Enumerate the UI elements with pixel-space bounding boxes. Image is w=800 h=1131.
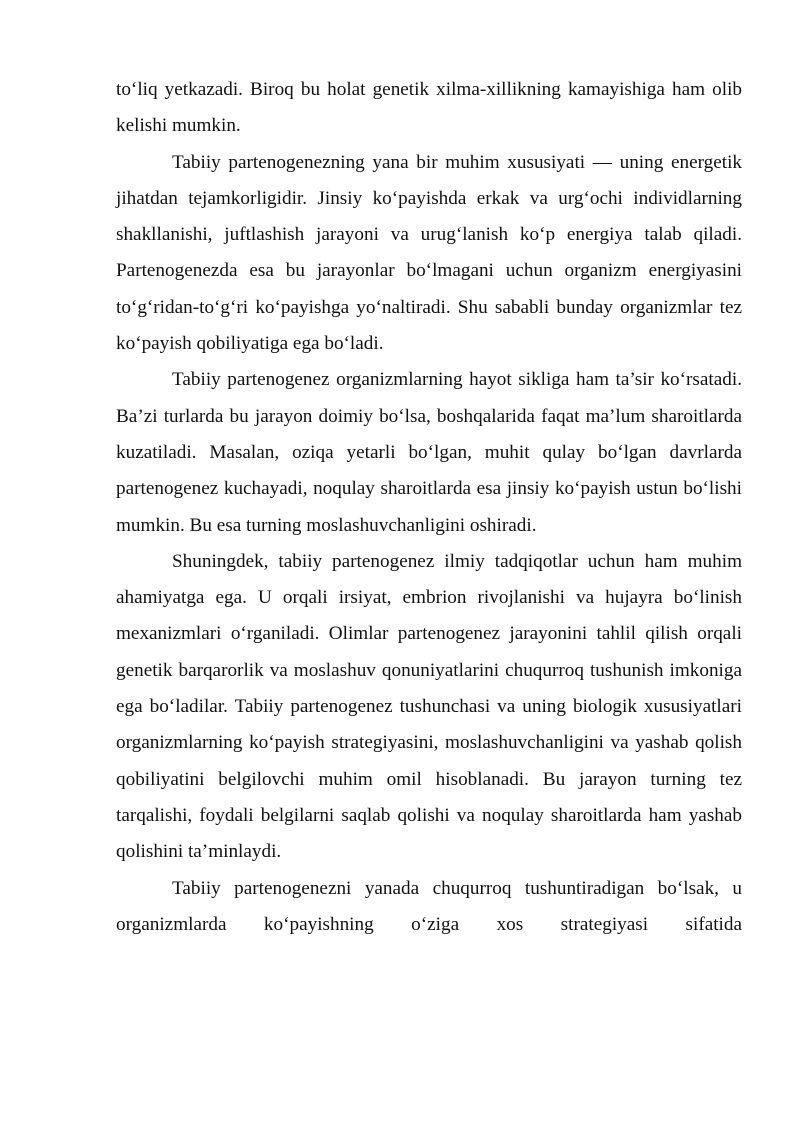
paragraph-scientific-importance: Shuningdek, tabiiy partenogenez ilmiy tadqiqotlar uchun ham muhim ahamiyatga ega. U orqali irsiyat, embrion rivojlanishi va hujayra bo‘linish mexanizmlari o‘rganiladi. Olimlar partenogenez jarayonini tahlil qilish orqali genetik barqarorlik va moslashuv qonuniyatlarini chuqurroq tushunish imkoniga ega bo‘ladilar. Tabiiy partenogenez tushunchasi va uning biologik xususiyatlari organizmlarning ko‘payish strategiyasini, moslashuvchanligini va yashab qolish qobiliyatini belgilovchi muhim omil hisoblanadi. Bu jarayon turning tez tarqalishi, foydali belgilarni saqlab qolishi va noqulay sharoitlarda ham yashab qolishini ta’minlaydi. bbox=[116, 550, 742, 863]
paragraph-continuation: to‘liq yetkazadi. Biroq bu holat genetik xilma-xillikning kamayishiga ham olib kelishi mumkin. bbox=[116, 79, 742, 137]
document-page bbox=[116, 72, 742, 943]
paragraph-life-cycle: Tabiiy partenogenez organizmlarning hayot sikliga ham ta’sir ko‘rsatadi. Ba’zi turlarda bu jarayon doimiy bo‘lsa, boshqalarida faqat ma’lum sharoitlarda kuzatiladi. Masalan, oziqa yetarli bo‘lgan, muhit qulay bo‘lgan davrlarda partenogenez kuchayadi, noqulay sharoitlarda esa jinsiy ko‘payish ustun bo‘lishi mumkin. Bu esa turning moslashuvchanligini oshiradi. bbox=[116, 369, 742, 536]
paragraph-energy-efficiency: Tabiiy partenogenezning yana bir muhim xususiyati — uning energetik jihatdan tejamkorligidir. Jinsiy ko‘payishda erkak va urg‘ochi individlarning shakllanishi, juftlashish jarayoni va urug‘lanish ko‘p energiya talab qiladi. Partenogenezda esa bu jarayonlar bo‘lmagani uchun organizm energiyasini to‘g‘ridan-to‘g‘ri ko‘payishga yo‘naltiradi. Shu sababli bunday organizmlar tez ko‘payish qobiliyatiga ega bo‘ladi. bbox=[116, 151, 742, 355]
paragraph-strategy: Tabiiy partenogenezni yanada chuqurroq tushuntiradigan bo‘lsak, u organizmlarda ko‘payishning o‘ziga xos strategiyasi sifatida bbox=[116, 877, 742, 935]
